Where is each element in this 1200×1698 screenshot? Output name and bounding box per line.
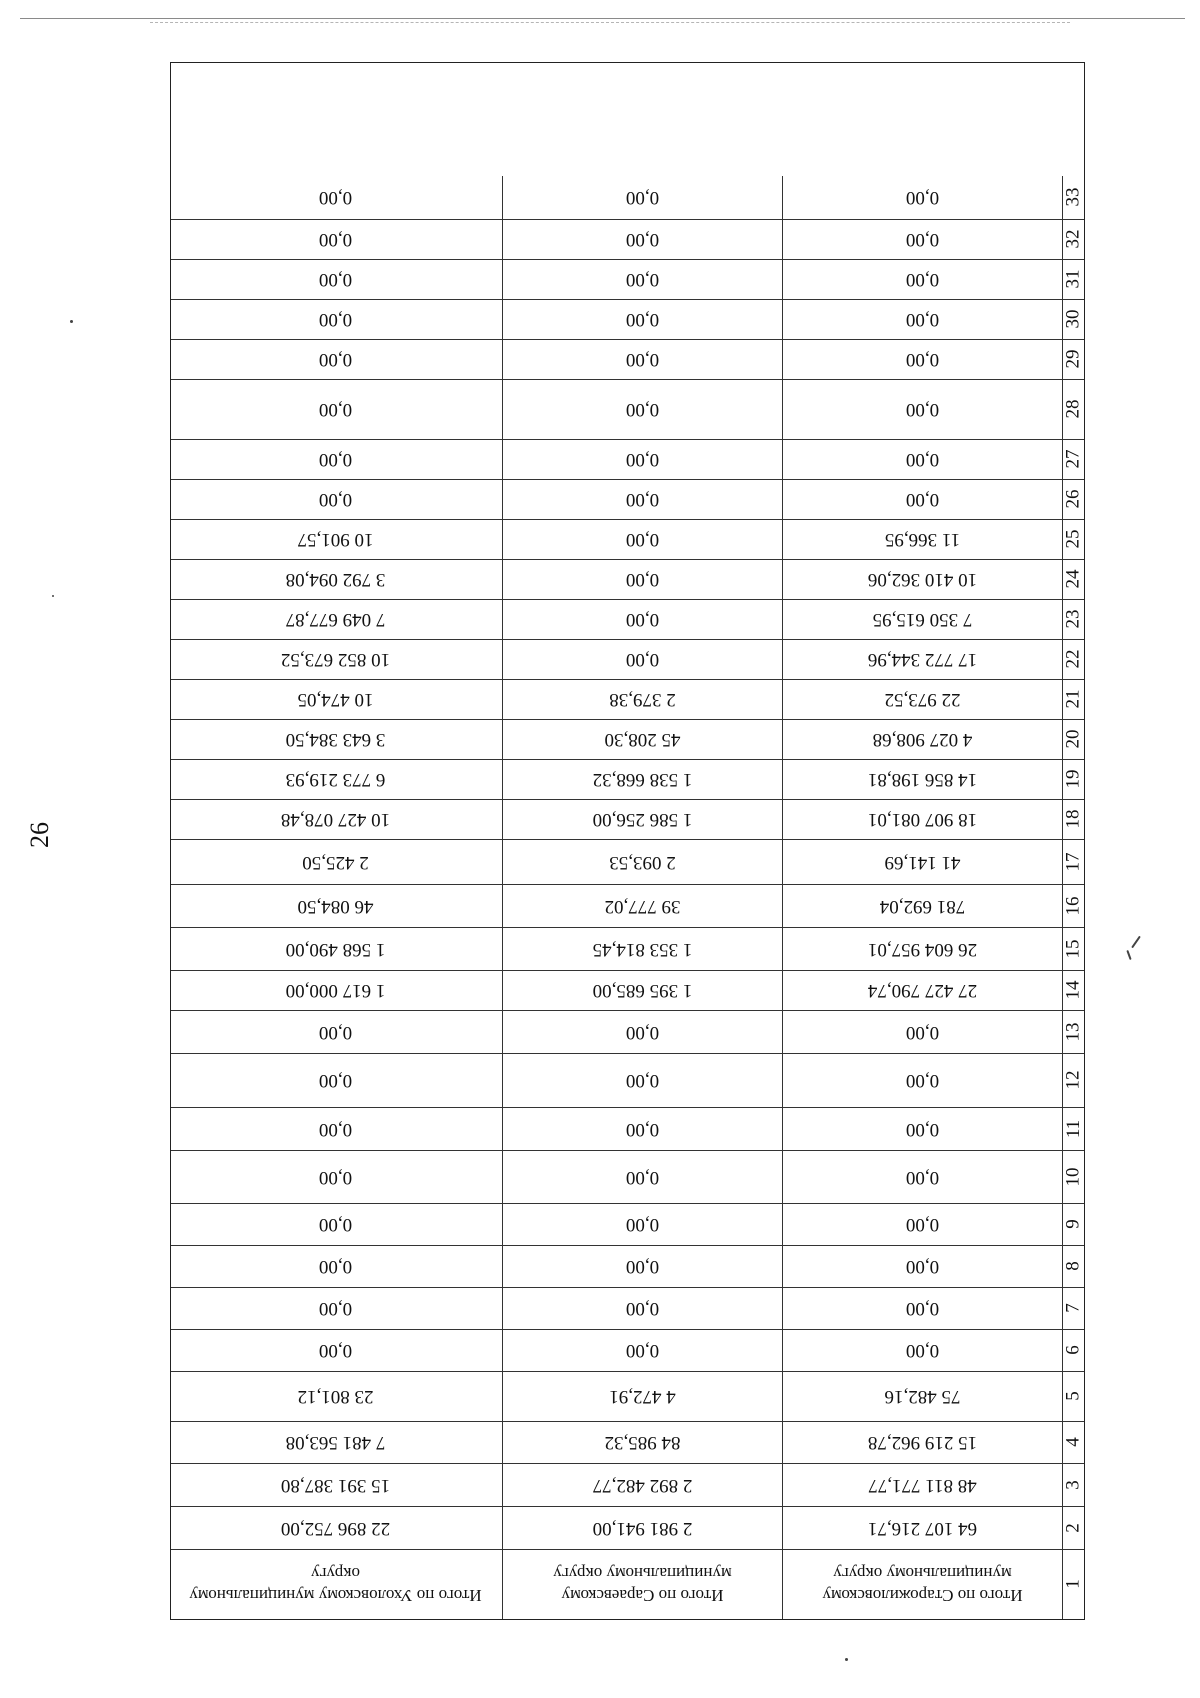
table-cell: 15 219 962,78 xyxy=(782,1422,1062,1463)
row-number xyxy=(1062,300,1084,339)
table-cell: 0,00 xyxy=(782,380,1062,439)
table-row xyxy=(171,759,1084,799)
table-row xyxy=(171,339,1084,379)
table-cell: 15 391 387,80 xyxy=(280,1475,391,1496)
row-number xyxy=(1062,1464,1084,1506)
table-cell: 0,00 xyxy=(318,1070,353,1092)
table-cell: 0,00 xyxy=(318,349,353,371)
row-number-label: 32 xyxy=(1062,230,1084,249)
row-number xyxy=(1062,1108,1084,1150)
table-cell: 0,00 xyxy=(502,1288,782,1329)
table-cell: 0,00 xyxy=(318,399,353,421)
table-cell: 7 049 677,87 xyxy=(285,609,386,631)
table-cell: 0,00 xyxy=(502,480,782,519)
row-number-label: 31 xyxy=(1062,270,1084,289)
row-number: 1 xyxy=(1062,1550,1084,1619)
table-cell: 2 093,53 xyxy=(502,840,782,884)
table-row xyxy=(171,799,1084,839)
table-cell: 0,00 xyxy=(318,1298,353,1320)
table-row xyxy=(171,1203,1084,1245)
table-cell: 0,00 xyxy=(782,1330,1062,1371)
row-number xyxy=(1062,560,1084,599)
table-cell: 1 538 668,32 xyxy=(502,760,782,799)
page-number: 26 xyxy=(25,822,54,848)
table-cell: 22 973,52 xyxy=(782,680,1062,719)
table-row xyxy=(171,599,1084,639)
row-number-label: 25 xyxy=(1062,530,1084,549)
table-cell: 18 907 081,01 xyxy=(782,800,1062,839)
table-cell: 0,00 xyxy=(782,300,1062,339)
row-number-label: 2 xyxy=(1062,1523,1084,1533)
table-cell: 0,00 xyxy=(502,520,782,559)
row-number xyxy=(1062,1151,1084,1203)
table-row xyxy=(171,1053,1084,1107)
table-cell: 0,00 xyxy=(318,1022,353,1043)
table-cell: 2 379,38 xyxy=(502,680,782,719)
table-cell: 0,00 xyxy=(782,480,1062,519)
row-number-label: 8 xyxy=(1062,1261,1084,1272)
row-number-label: 12 xyxy=(1062,1071,1084,1090)
row-number xyxy=(1062,380,1084,439)
row-number xyxy=(1062,885,1084,927)
table-cell: 0,00 xyxy=(318,309,353,331)
row-number-label: 22 xyxy=(1062,650,1084,669)
table-row xyxy=(171,839,1084,884)
row-number xyxy=(1062,1422,1084,1463)
table-cell: 0,00 xyxy=(318,269,353,291)
table-row xyxy=(171,639,1084,679)
table-cell: 0,00 xyxy=(782,1246,1062,1287)
table-cell: 6 773 219,93 xyxy=(285,769,386,791)
table-cell: 14 856 198,81 xyxy=(782,760,1062,799)
table-cell: 17 772 344,96 xyxy=(782,640,1062,679)
row-number xyxy=(1062,1330,1084,1371)
table-cell: 27 427 790,74 xyxy=(782,971,1062,1010)
row-number-label: 4 xyxy=(1062,1437,1084,1448)
table-row xyxy=(171,1463,1084,1506)
table-cell: 0,00 xyxy=(318,1340,353,1362)
table-cell: 1 568 490,00 xyxy=(285,939,386,960)
table-cell: 0,00 xyxy=(782,1011,1062,1053)
table-row xyxy=(171,927,1084,970)
table-row xyxy=(171,379,1084,439)
table-cell: 0,00 xyxy=(782,176,1062,219)
table-cell: 0,00 xyxy=(782,1108,1062,1150)
table-row xyxy=(171,719,1084,759)
table-cell: 48 811 771,77 xyxy=(782,1464,1062,1506)
row-number-label: 18 xyxy=(1062,810,1084,829)
table-cell: 0,00 xyxy=(502,300,782,339)
row-number xyxy=(1062,176,1084,219)
table-cell: 0,00 xyxy=(318,1167,353,1188)
row-number xyxy=(1062,1011,1084,1053)
table-row xyxy=(171,1287,1084,1329)
row-number xyxy=(1062,760,1084,799)
table-cell: 0,00 xyxy=(318,229,353,251)
table-cell: 10 427 078,48 xyxy=(280,809,391,831)
row-number-label: 20 xyxy=(1062,730,1084,749)
table-cell: 0,00 xyxy=(502,600,782,639)
table-row xyxy=(171,1371,1084,1421)
table-cell: 22 896 752,00 xyxy=(280,1518,391,1539)
table-row xyxy=(171,1107,1084,1150)
table-cell: 0,00 xyxy=(318,449,353,471)
row-number-label: 21 xyxy=(1062,690,1084,709)
table-cell: 0,00 xyxy=(502,640,782,679)
table-cell: 11 366,95 xyxy=(782,520,1062,559)
table-cell: 0,00 xyxy=(318,187,353,209)
row-number xyxy=(1062,340,1084,379)
column-header: Итого по Ухоловскому муниципальному округу xyxy=(189,1564,482,1605)
table-cell: 0,00 xyxy=(502,380,782,439)
table-row xyxy=(171,299,1084,339)
row-number-label: 17 xyxy=(1062,852,1084,872)
row-number xyxy=(1062,680,1084,719)
table-cell: 0,00 xyxy=(782,1288,1062,1329)
table-cell: 41 141,69 xyxy=(782,840,1062,884)
table-cell: 0,00 xyxy=(782,1204,1062,1245)
row-number xyxy=(1062,928,1084,970)
table-cell: 0,00 xyxy=(318,1256,353,1278)
row-number-label: 11 xyxy=(1062,1119,1084,1139)
table-cell: 4 472,91 xyxy=(502,1372,782,1421)
row-number-label: 5 xyxy=(1062,1391,1084,1402)
table-cell: 0,00 xyxy=(502,1246,782,1287)
table-row xyxy=(171,1421,1084,1463)
table-cell: 0,00 xyxy=(782,260,1062,299)
row-number-label: 24 xyxy=(1062,570,1084,589)
table-cell: 2 892 482,77 xyxy=(502,1464,782,1506)
table-cell: 0,00 xyxy=(502,1011,782,1053)
row-number xyxy=(1062,1372,1084,1421)
data-table xyxy=(170,62,1085,1620)
table-row xyxy=(171,679,1084,719)
row-number xyxy=(1062,1204,1084,1245)
row-number xyxy=(1062,971,1084,1010)
table-header-row xyxy=(171,1549,1084,1619)
table-row xyxy=(171,1329,1084,1371)
table-cell: 75 482,16 xyxy=(782,1372,1062,1421)
table-cell: 0,00 xyxy=(318,489,353,511)
table-row xyxy=(171,1150,1084,1203)
table-cell: 4 027 908,68 xyxy=(782,720,1062,759)
row-number-label: 14 xyxy=(1062,981,1084,1000)
row-number xyxy=(1062,640,1084,679)
column-header: Итого по Сараевскому муниципальному округу xyxy=(502,1550,782,1619)
table-cell: 0,00 xyxy=(502,1151,782,1203)
table-cell: 3 792 094,08 xyxy=(285,569,386,591)
row-number-label: 16 xyxy=(1062,896,1084,916)
row-number-label: 29 xyxy=(1062,350,1084,369)
row-number xyxy=(1062,600,1084,639)
table-cell: 46 084,50 xyxy=(297,896,374,917)
row-number-label: 19 xyxy=(1062,770,1084,789)
row-number-label: 10 xyxy=(1062,1167,1084,1187)
row-number-label: 15 xyxy=(1062,939,1084,959)
table-cell: 0,00 xyxy=(502,440,782,479)
row-number xyxy=(1062,840,1084,884)
table-cell: 781 692,04 xyxy=(782,885,1062,927)
table-cell: 0,00 xyxy=(318,1214,353,1236)
table-cell: 2 981 941,00 xyxy=(502,1507,782,1549)
table-cell: 3 643 384,50 xyxy=(285,729,386,751)
table-cell: 7 350 615,95 xyxy=(782,600,1062,639)
row-number xyxy=(1062,1288,1084,1329)
column-header: Итого по Старожиловскому муниципальному округу xyxy=(782,1550,1062,1619)
row-number xyxy=(1062,1054,1084,1107)
table-cell: 2 425,50 xyxy=(302,852,369,873)
table-row xyxy=(171,219,1084,259)
table-cell: 0,00 xyxy=(502,260,782,299)
table-cell: 10 410 362,06 xyxy=(782,560,1062,599)
table-row xyxy=(171,1010,1084,1053)
table-cell: 7 481 563,08 xyxy=(285,1432,386,1454)
table-row xyxy=(171,559,1084,599)
table-cell: 64 107 216,71 xyxy=(782,1507,1062,1549)
row-number xyxy=(1062,440,1084,479)
table-cell: 0,00 xyxy=(502,1204,782,1245)
table-cell: 0,00 xyxy=(782,440,1062,479)
row-number-label: 26 xyxy=(1062,490,1084,509)
table-cell: 1 395 685,00 xyxy=(502,971,782,1010)
row-number-label: 9 xyxy=(1062,1219,1084,1230)
table-cell: 10 474,05 xyxy=(297,689,374,711)
table-cell: 45 208,30 xyxy=(502,720,782,759)
table-cell: 84 985,32 xyxy=(502,1422,782,1463)
table-row xyxy=(171,176,1084,219)
row-number-label: 7 xyxy=(1062,1303,1084,1314)
table-row xyxy=(171,884,1084,927)
table-cell: 10 852 673,52 xyxy=(280,649,391,671)
row-number-label: 30 xyxy=(1062,310,1084,329)
table-row xyxy=(171,479,1084,519)
table-row xyxy=(171,1245,1084,1287)
table-row xyxy=(171,439,1084,479)
table-cell: 1 586 256,00 xyxy=(502,800,782,839)
table-cell: 23 801,12 xyxy=(297,1386,374,1408)
row-number xyxy=(1062,720,1084,759)
table-row xyxy=(171,970,1084,1010)
row-number-label: 6 xyxy=(1062,1345,1084,1356)
table-cell: 26 604 957,01 xyxy=(782,928,1062,970)
row-number-label: 23 xyxy=(1062,610,1084,629)
table-cell: 10 901,57 xyxy=(297,529,374,551)
table-row xyxy=(171,519,1084,559)
row-number xyxy=(1062,260,1084,299)
table-cell: 0,00 xyxy=(502,1054,782,1107)
table-cell: 0,00 xyxy=(502,340,782,379)
row-number xyxy=(1062,220,1084,259)
table-row xyxy=(171,259,1084,299)
table-cell: 1 353 814,45 xyxy=(502,928,782,970)
row-number xyxy=(1062,1246,1084,1287)
table-cell: 0,00 xyxy=(782,1151,1062,1203)
row-number-label: 3 xyxy=(1062,1480,1084,1490)
table-cell: 1 617 000,00 xyxy=(285,980,386,1002)
table-row xyxy=(171,1506,1084,1549)
row-number xyxy=(1062,520,1084,559)
table-cell: 0,00 xyxy=(502,1330,782,1371)
row-number xyxy=(1062,800,1084,839)
table-cell: 0,00 xyxy=(502,1108,782,1150)
table-cell: 0,00 xyxy=(502,176,782,219)
row-number-label: 27 xyxy=(1062,450,1084,469)
row-number-label: 33 xyxy=(1062,188,1084,207)
table-cell: 0,00 xyxy=(318,1119,353,1140)
row-number xyxy=(1062,1507,1084,1549)
row-number-label: 13 xyxy=(1062,1022,1084,1042)
table-cell: 0,00 xyxy=(502,560,782,599)
row-number-label: 28 xyxy=(1062,400,1084,419)
table-cell: 0,00 xyxy=(502,220,782,259)
table-cell: 0,00 xyxy=(782,220,1062,259)
row-number xyxy=(1062,480,1084,519)
table-cell: 0,00 xyxy=(782,340,1062,379)
table-cell: 39 777,02 xyxy=(502,885,782,927)
table-cell: 0,00 xyxy=(782,1054,1062,1107)
